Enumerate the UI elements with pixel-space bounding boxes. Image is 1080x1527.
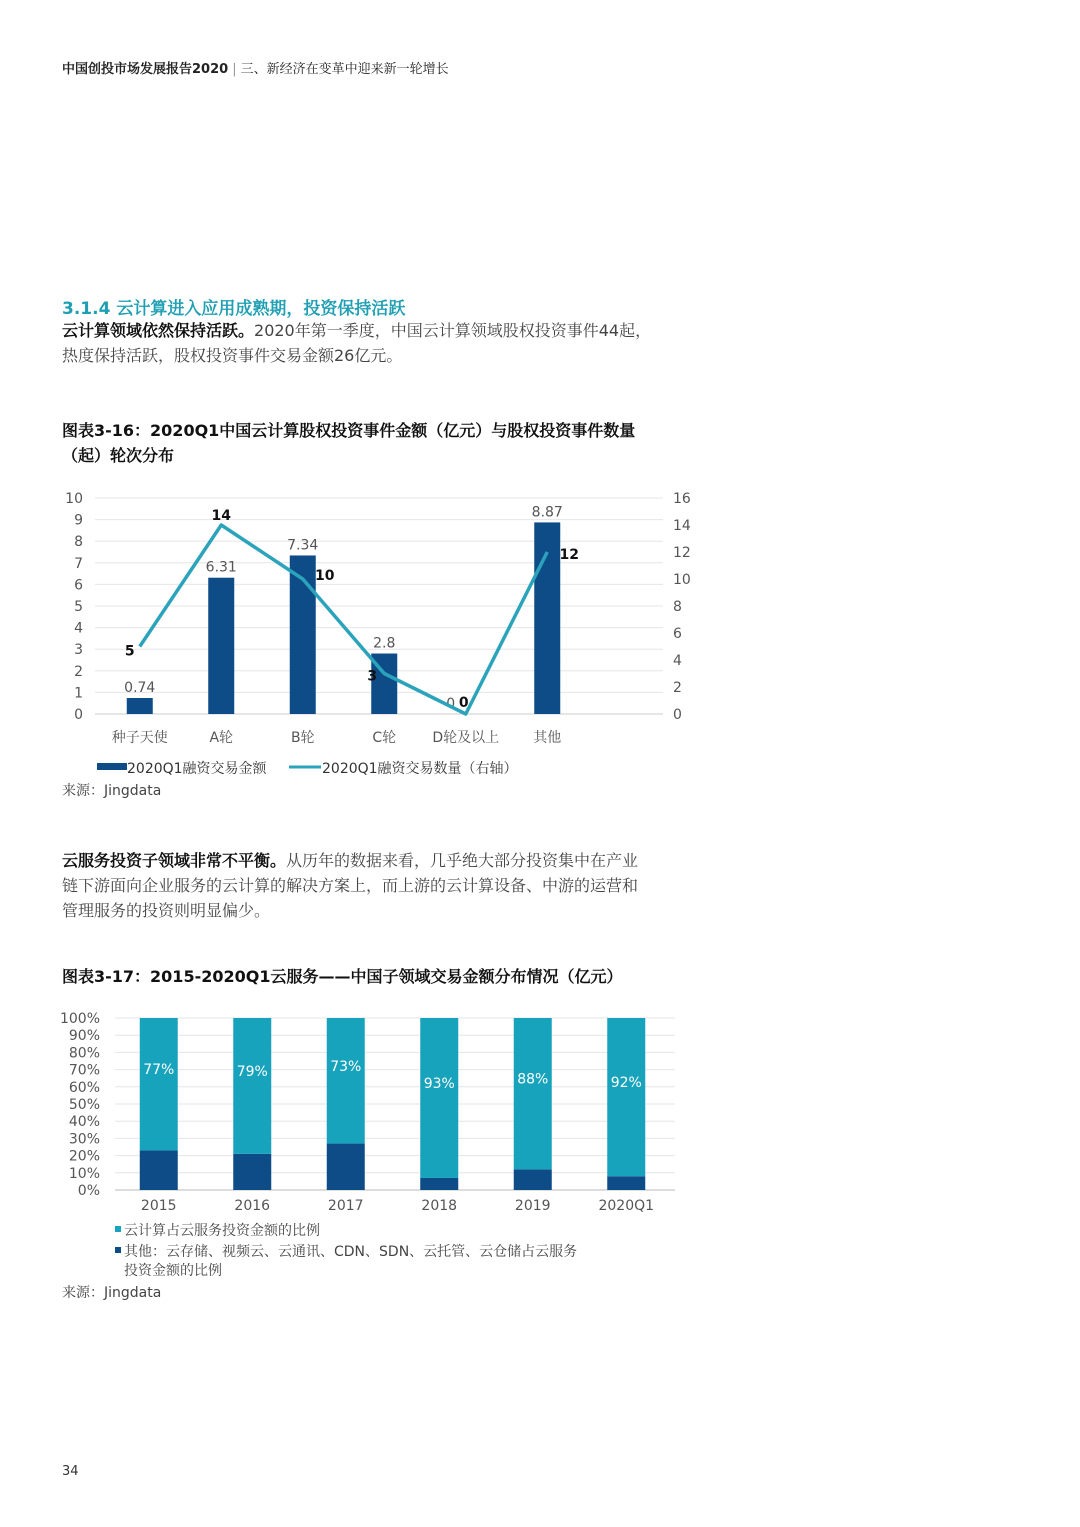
bar-cloud-2018 <box>420 1018 458 1178</box>
category-label: 2016 <box>234 1198 271 1214</box>
line-value-label: 10 <box>315 568 335 584</box>
header-separator: | <box>232 62 237 77</box>
line-value-label: 0 <box>458 695 469 711</box>
figure-1-title <box>62 418 682 468</box>
para2-line2: 链下游面向企业服务的云计算的解决方案上，而上游的云计算设备、中游的运营和 <box>62 876 639 895</box>
chart-2-category-labels <box>141 1198 654 1214</box>
chart-1-bar-labels <box>124 504 563 712</box>
bar-A轮 <box>208 578 234 714</box>
paragraph-2 <box>62 848 692 923</box>
cloud-percent-label: 93% <box>423 1075 455 1092</box>
legend-line-label: 2020Q1融资交易数量（右轴） <box>322 761 518 777</box>
bar-value-label: 0 <box>446 696 456 712</box>
right-tick-label: 0 <box>673 707 682 723</box>
figure-1-title-line2: （起）轮次分布 <box>62 446 175 465</box>
y-tick-label: 60% <box>68 1079 100 1096</box>
left-tick-label: 5 <box>74 599 83 615</box>
category-label: D轮及以上 <box>432 730 500 746</box>
y-tick-label: 50% <box>68 1097 100 1113</box>
left-tick-label: 8 <box>74 534 83 551</box>
bar-other-2019 <box>514 1169 552 1190</box>
right-tick-label: 8 <box>673 599 682 615</box>
paragraph-1 <box>62 318 692 368</box>
y-tick-label: 40% <box>68 1114 100 1131</box>
page-number: 34 <box>62 1464 79 1479</box>
cloud-percent-label: 88% <box>517 1071 549 1088</box>
bar-other-2017 <box>327 1144 365 1190</box>
bar-cloud-2019 <box>514 1018 552 1169</box>
bar-other-2020Q1 <box>607 1176 645 1190</box>
legend-other-swatch <box>115 1247 121 1253</box>
bar-value-label: 6.31 <box>205 559 237 576</box>
bar-value-label: 7.34 <box>287 537 319 554</box>
bar-种子天使 <box>127 698 153 714</box>
figure-1-source: 来源：Jingdata <box>62 783 162 799</box>
right-tick-label: 14 <box>673 518 691 534</box>
cloud-percent-label: 77% <box>143 1062 175 1079</box>
chart-1-category-labels <box>112 729 562 746</box>
bar-other-2018 <box>420 1178 458 1190</box>
chart-2-legend <box>115 1222 577 1279</box>
right-tick-label: 6 <box>673 626 682 642</box>
line-value-label: 14 <box>211 508 231 524</box>
category-label: 2017 <box>327 1198 364 1214</box>
figure-2-source: 来源：Jingdata <box>62 1285 162 1301</box>
bar-value-label: 8.87 <box>531 504 563 521</box>
category-label: 2018 <box>421 1198 458 1214</box>
cloud-percent-label: 73% <box>330 1058 362 1075</box>
legend-bar-swatch <box>97 763 127 770</box>
y-tick-label: 20% <box>68 1148 100 1165</box>
left-tick-label: 9 <box>74 512 83 529</box>
bar-cloud-2015 <box>140 1018 178 1150</box>
y-tick-label: 70% <box>68 1062 100 1079</box>
right-tick-label: 16 <box>673 491 691 507</box>
category-label: 种子天使 <box>111 730 168 746</box>
right-tick-label: 4 <box>673 653 682 669</box>
bar-cloud-2017 <box>327 1018 365 1144</box>
right-tick-label: 12 <box>673 545 691 561</box>
bar-cloud-2020Q1 <box>607 1018 645 1176</box>
para1-line1: 2020年第一季度，中国云计算领域股权投资事件44起， <box>254 321 652 340</box>
left-tick-label: 3 <box>74 642 83 659</box>
category-label: 2020Q1 <box>598 1198 655 1214</box>
chart-2-gridlines <box>115 1018 675 1190</box>
report-title: 中国创投市场发展报告2020 <box>62 62 229 77</box>
chart-1-bars <box>124 522 561 714</box>
para1-lead: 云计算领域依然保持活跃。 <box>62 321 255 340</box>
bar-other-2015 <box>140 1150 178 1190</box>
right-tick-label: 10 <box>673 572 691 588</box>
y-tick-label: 80% <box>68 1045 100 1062</box>
legend-other-label-line2: 投资金额的比例 <box>124 1263 222 1279</box>
chart-1-line-labels <box>125 508 579 711</box>
chart-1-left-axis <box>65 491 83 723</box>
section-title: 3.1.4 云计算进入应用成熟期，投资保持活跃 <box>62 299 406 319</box>
figure-1-title-line1: 图表3-16：2020Q1中国云计算股权投资事件金额（亿元）与股权投资事件数量 <box>62 421 636 440</box>
line-series-path <box>140 525 548 714</box>
category-label: 其他 <box>533 730 562 746</box>
left-tick-label: 6 <box>74 577 83 594</box>
cloud-percent-label: 92% <box>610 1075 642 1092</box>
header-section: 三、新经济在变革中迎来新一轮增长 <box>240 62 449 77</box>
category-label: A轮 <box>209 730 234 746</box>
left-tick-label: 1 <box>74 685 83 702</box>
legend-cloud-swatch <box>115 1226 121 1232</box>
chart-1-legend <box>97 760 518 777</box>
para2-line1: 从历年的数据来看，几乎绝大部分投资集中在产业 <box>286 851 639 870</box>
category-label: 2019 <box>514 1198 551 1214</box>
bar-value-label: 0.74 <box>124 680 156 697</box>
figure-2-title: 图表3-17：2015-2020Q1云服务——中国子领域交易金额分布情况（亿元） <box>62 967 623 986</box>
para2-line3: 管理服务的投资则明显偏少。 <box>62 901 271 920</box>
y-tick-label: 90% <box>68 1028 100 1045</box>
chart-2 <box>55 1005 705 1285</box>
cloud-percent-label: 79% <box>236 1063 268 1080</box>
left-tick-label: 4 <box>74 620 83 637</box>
y-tick-label: 0% <box>77 1183 100 1199</box>
bar-other-2016 <box>233 1154 271 1190</box>
chart-2-y-axis <box>60 1011 100 1199</box>
category-label: 2015 <box>140 1198 177 1214</box>
left-tick-label: 10 <box>65 491 83 507</box>
y-tick-label: 10% <box>68 1165 100 1182</box>
left-tick-label: 2 <box>74 663 83 680</box>
legend-bar-label: 2020Q1融资交易金额 <box>127 761 267 777</box>
right-tick-label: 2 <box>673 680 682 696</box>
bar-其他 <box>534 522 560 714</box>
line-value-label: 5 <box>124 643 135 660</box>
category-label: B轮 <box>290 730 315 746</box>
y-tick-label: 30% <box>68 1131 100 1148</box>
category-label: C轮 <box>372 730 397 746</box>
legend-cloud-label: 云计算占云服务投资金额的比例 <box>124 1223 320 1239</box>
line-value-label: 3 <box>367 668 378 685</box>
chart-1-line-series <box>140 525 548 714</box>
left-tick-label: 7 <box>74 555 83 572</box>
para2-lead: 云服务投资子领域非常不平衡。 <box>62 851 287 870</box>
y-tick-label: 100% <box>59 1011 100 1027</box>
bar-value-label: 2.8 <box>373 635 396 652</box>
line-value-label: 12 <box>559 547 579 563</box>
para1-line2: 热度保持活跃，股权投资事件交易金额26亿元。 <box>62 346 403 365</box>
chart-1-right-axis <box>673 491 691 723</box>
running-header <box>62 58 449 77</box>
chart-1 <box>55 485 705 785</box>
bar-cloud-2016 <box>233 1018 271 1154</box>
legend-other-label-line1: 其他：云存储、视频云、云通讯、CDN、SDN、云托管、云仓储占云服务 <box>124 1244 578 1260</box>
left-tick-label: 0 <box>74 707 83 723</box>
